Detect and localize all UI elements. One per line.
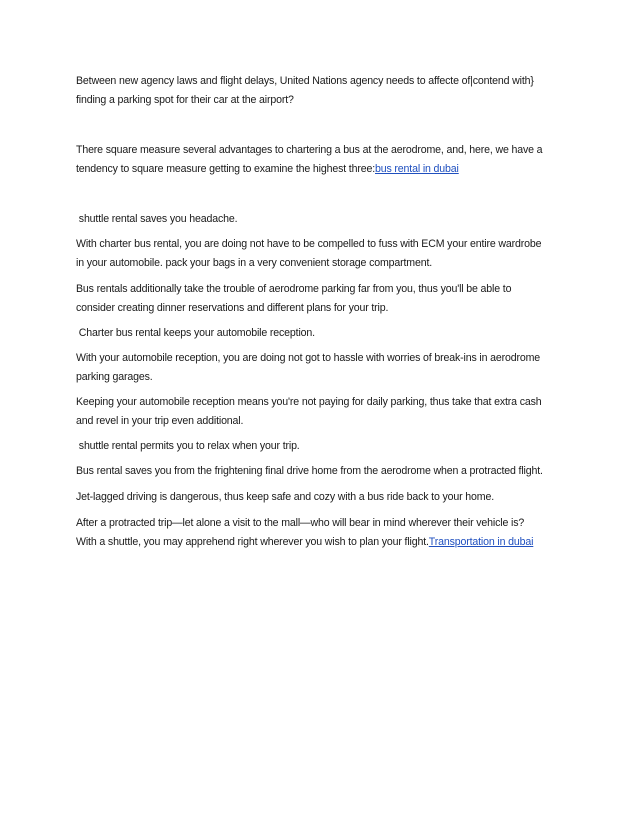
paragraph-line bbox=[76, 160, 542, 179]
paragraph-line: There square measure several advantages to chartering a bus at the aerodrome, and, here, we have a bbox=[76, 144, 543, 156]
paragraph-line bbox=[76, 533, 533, 552]
paragraph-line: Between new agency laws and flight delays, United Nations agency needs to affecte of|contend with} bbox=[76, 75, 534, 87]
paragraph-line: Bus rental saves you from the frightening final drive home from the aerodrome when a protracted flight. bbox=[76, 465, 543, 477]
paragraph-advantages bbox=[76, 141, 542, 178]
paragraph-line: in your automobile. pack your bags in a very convenient storage compartment. bbox=[76, 256, 433, 269]
paragraph-parking bbox=[76, 280, 511, 317]
paragraph-line: With your automobile reception, you are doing not got to hassle with worries of break-ins in aerodrome bbox=[76, 352, 541, 364]
paragraph-line: Bus rentals additionally take the trouble of aerodrome parking far from you, thus you'll be able to bbox=[76, 283, 512, 295]
paragraph-break-ins bbox=[76, 349, 540, 386]
paragraph-line: consider creating dinner reservations and different plans for your trip. bbox=[76, 301, 389, 314]
heading-text: Charter bus rental keeps your automobile reception. bbox=[76, 327, 315, 339]
paragraph-intro bbox=[76, 72, 534, 109]
heading-text: shuttle rental saves you headache. bbox=[76, 213, 238, 225]
paragraph-wardrobe bbox=[76, 235, 541, 272]
heading-reception bbox=[76, 324, 315, 343]
paragraph-daily-parking bbox=[76, 393, 542, 430]
paragraph-jet-lag bbox=[76, 488, 494, 507]
paragraph-line: After a protracted trip—let alone a visit to the mall—who will bear in mind wherever their vehicle is? bbox=[76, 517, 525, 529]
heading-text: shuttle rental permits you to relax when your trip. bbox=[76, 440, 300, 452]
paragraph-text: With a shuttle, you may apprehend right wherever you wish to plan your flight. bbox=[76, 535, 429, 548]
paragraph-line: Keeping your automobile reception means you're not paying for daily parking, thus take that extra cash bbox=[76, 396, 542, 408]
bus-rental-dubai-link[interactable]: bus rental in dubai bbox=[375, 162, 459, 175]
paragraph-line: finding a parking spot for their car at the airport? bbox=[76, 93, 294, 106]
heading-headache bbox=[76, 210, 237, 229]
paragraph-line: With charter bus rental, you are doing not have to be compelled to fuss with ECM your entire wardrobe bbox=[76, 238, 542, 250]
transportation-dubai-link[interactable]: Transportation in dubai bbox=[428, 535, 534, 548]
paragraph-shuttle bbox=[76, 514, 533, 551]
paragraph-line: parking garages. bbox=[76, 370, 153, 383]
heading-relax bbox=[76, 437, 300, 456]
paragraph-text: tendency to square measure getting to examine the highest three: bbox=[76, 162, 375, 175]
paragraph-line: Jet-lagged driving is dangerous, thus keep safe and cozy with a bus ride back to your home. bbox=[76, 491, 494, 503]
paragraph-line: and revel in your trip even additional. bbox=[76, 414, 244, 427]
paragraph-final-drive bbox=[76, 462, 543, 481]
